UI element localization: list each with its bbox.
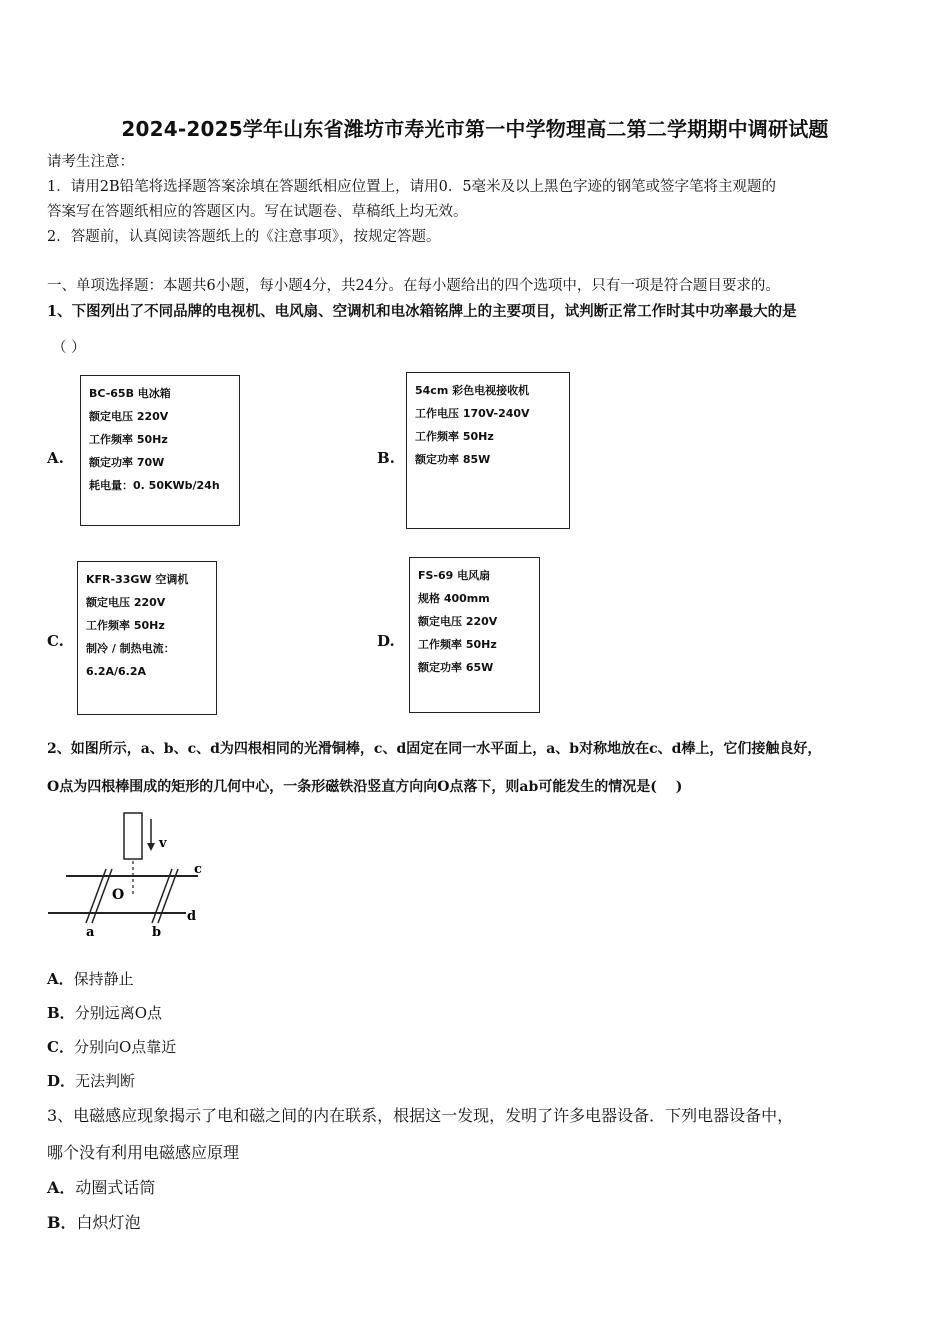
q2-stem-line-1: 2、如图所示，a、b、c、d为四根相同的光滑铜棒，c、d固定在同一水平面上，a、b对称地放在c、d棒上，它们接触良好， [47,741,822,757]
plate-line: 规格 400mm [418,592,490,605]
q2-figure [40,805,220,945]
plate-line: KFR-33GW 空调机 [86,573,189,586]
plate-line: 额定电压 220V [86,596,166,609]
label-b: b [152,925,162,940]
notice-line-2: 答案写在答题纸相应的答题区内。写在试题卷、草稿纸上均无效。 [47,204,468,220]
q1-answer-paren: （ ） [52,340,86,356]
plate-line: 额定电压 220V [418,615,498,628]
plate-line: 耗电量：0. 50KWb/24h [89,479,220,492]
notice-heading: 请考生注意： [47,154,134,170]
plate-line: 额定电压 220V [89,410,169,423]
plate-line: BC-65B 电冰箱 [89,387,171,400]
plate-line: 工作频率 50Hz [89,433,168,446]
q1-option-b-plate [406,372,570,529]
q1-option-a-plate [80,375,240,526]
plate-line: 工作频率 50Hz [86,619,165,632]
q2-choice-b[interactable]: B．分别远离O点 [47,1004,162,1022]
velocity-arrowhead [147,843,155,851]
plate-line: 工作电压 170V-240V [415,407,530,420]
magnet [124,813,142,859]
plate-line: FS-69 电风扇 [418,569,491,582]
q1-option-b-label: B. [377,449,395,467]
q1-option-c-label: C. [47,632,64,650]
label-v: v [159,836,167,851]
plate-line: 工作频率 50Hz [418,638,497,651]
plate-line: 54cm 彩色电视接收机 [415,384,530,397]
section-heading: 一、单项选择题：本题共6小题，每小题4分，共24分。在每小题给出的四个选项中，只有一项是符合题目要求的。 [47,278,780,294]
notice-line-1: 1．请用2B铅笔将选择题答案涂填在答题纸相应位置上，请用0．5毫米及以上黑色字迹的钢笔或签字笔将主观题的 [47,179,777,195]
plate-line: 额定功率 65W [418,661,494,674]
q3-choice-b[interactable]: B．白炽灯泡 [47,1213,141,1232]
rod-b [152,869,178,923]
notice-line-3: 2．答题前，认真阅读答题纸上的《注意事项》，按规定答题。 [47,229,441,245]
q1-option-c-plate [77,561,217,715]
q2-choice-d[interactable]: D．无法判断 [47,1072,136,1090]
label-d: d [187,909,197,924]
q1-option-a-label: A. [47,449,64,467]
label-o: O [112,887,125,903]
q1-option-d-label: D. [377,632,395,650]
q3-choice-a[interactable]: A．动圈式话筒 [47,1178,156,1197]
rod-a [86,869,112,923]
q1-option-d-plate [409,557,540,713]
label-c: c [194,862,202,877]
q1-stem: 1、下图列出了不同品牌的电视机、电风扇、空调机和电冰箱铭牌上的主要项目，试判断正常工作时其中功率最大的是 [47,303,797,320]
plate-line: 额定功率 85W [415,453,491,466]
q3-stem-line-2: 哪个没有利用电磁感应原理 [47,1143,240,1162]
plate-line: 6.2A/6.2A [86,665,147,678]
q2-stem-line-2: O点为四根棒围成的矩形的几何中心，一条形磁铁沿竖直方向向O点落下，则ab可能发生的情况是( ) [47,779,683,795]
plate-line: 工作频率 50Hz [415,430,494,443]
plate-line: 制冷 / 制热电流： [86,642,175,655]
q2-choice-c[interactable]: C．分别向O点靠近 [47,1038,177,1056]
q2-choice-a[interactable]: A．保持静止 [47,970,134,988]
page-title: 2024-2025学年山东省潍坊市寿光市第一中学物理高二第二学期期中调研试题 [121,117,829,141]
q3-stem-line-1: 3、电磁感应现象揭示了电和磁之间的内在联系，根据这一发现，发明了许多电器设备．下列电器设备中， [47,1106,794,1125]
label-a: a [86,925,95,940]
plate-line: 额定功率 70W [89,456,165,469]
